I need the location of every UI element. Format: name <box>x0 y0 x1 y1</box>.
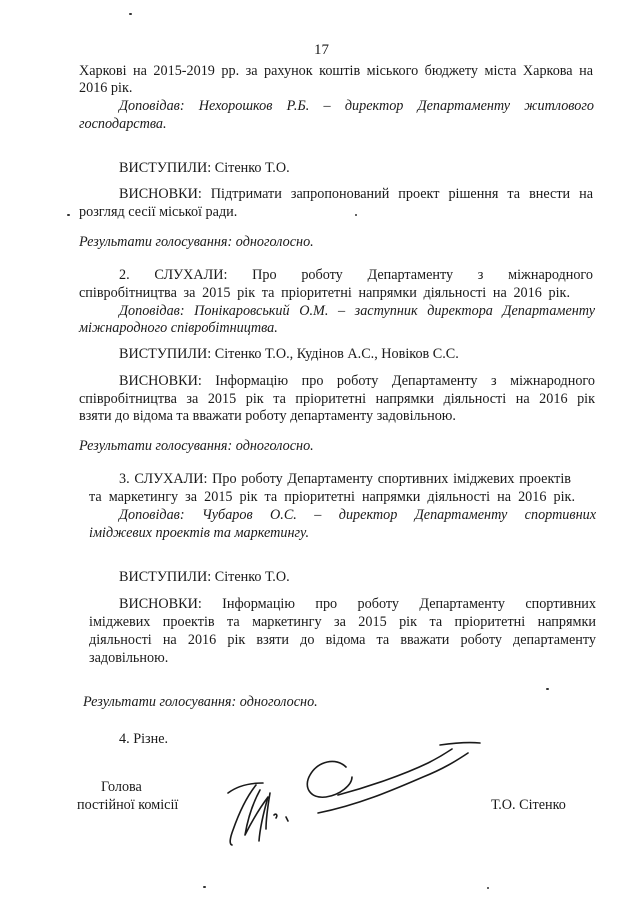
block3-spoke: ВИСТУПИЛИ: Сітенко Т.О. <box>119 569 290 585</box>
intro-line-2: 2016 рік. <box>79 80 133 96</box>
block3-heard-line-2: та маркетингу за 2015 рік та пріоритетні напрямки діяльності на 2016 рік. <box>89 489 575 505</box>
scan-speck <box>546 688 549 690</box>
chair-title-line-2: постійної комісії <box>77 797 179 813</box>
block2-spoke: ВИСТУПИЛИ: Сітенко Т.О., Кудінов А.С., Новіков С.С. <box>119 346 459 362</box>
scan-speck <box>129 13 132 15</box>
block3-conclusion-line-3: діяльності на 2016 рік взяти до відома та вважати роботу департаменту <box>89 632 596 648</box>
block2-speaker-line-1: Доповідав: Понікаровський О.М. – заступник директора Департаменту <box>119 303 595 319</box>
block2-conclusion-line-3: взяти до відома та вважати роботу департаменту задовільною. <box>79 408 456 424</box>
block1-conclusion-line-2: розгляд сесії міської ради. <box>79 204 238 220</box>
block3-speaker-line-2: іміджевих проектів та маркетингу. <box>89 525 309 541</box>
handwritten-signature <box>218 735 518 855</box>
block1-conclusion-line-1: ВИСНОВКИ: Підтримати запропонований проект рішення та внести на <box>119 186 593 202</box>
block3-vote: Результати голосування: одноголосно. <box>83 694 318 710</box>
block2-vote: Результати голосування: одноголосно. <box>79 438 314 454</box>
scan-speck <box>487 887 489 889</box>
block3-conclusion-line-4: задовільною. <box>89 650 169 666</box>
block1-vote: Результати голосування: одноголосно. <box>79 234 314 250</box>
block3-speaker-line-1: Доповідав: Чубаров О.С. – директор Департаменту спортивних <box>119 507 596 523</box>
scan-speck <box>355 214 357 216</box>
block3-heard-line-1: 3. СЛУХАЛИ: Про роботу Департаменту спортивних іміджевих проектів <box>119 471 571 487</box>
block1-spoke: ВИСТУПИЛИ: Сітенко Т.О. <box>119 160 290 176</box>
block2-conclusion-line-2: співробітництва за 2015 рік та пріоритетні напрямки діяльності на 2016 рік <box>79 391 595 407</box>
block2-speaker-line-2: міжнародного співробітництва. <box>79 320 278 336</box>
signatory-name: Т.О. Сітенко <box>491 797 566 813</box>
intro-line-1: Харкові на 2015-2019 рр. за рахунок коштів міського бюджету міста Харкова на <box>79 63 593 79</box>
block2-conclusion-line-1: ВИСНОВКИ: Інформацію про роботу Департаменту з міжнародного <box>119 373 595 389</box>
block3-conclusion-line-1: ВИСНОВКИ: Інформацію про роботу Департаменту спортивних <box>119 596 596 612</box>
block3-conclusion-line-2: іміджевих проектів та маркетингу за 2015 рік та пріоритетні напрямки <box>89 614 596 630</box>
block2-heard-line-2: співробітництва за 2015 рік та пріоритетні напрямки діяльності на 2016 рік. <box>79 285 570 301</box>
block2-heard-line-1: 2. СЛУХАЛИ: Про роботу Департаменту з міжнародного <box>119 267 593 283</box>
intro-speaker-line-2: господарства. <box>79 116 167 132</box>
scan-speck <box>67 214 70 216</box>
intro-speaker-line-1: Доповідав: Нехорошков Р.Б. – директор Департаменту житлового <box>119 98 594 114</box>
chair-title-line-1: Голова <box>101 779 142 795</box>
item-4-other: 4. Різне. <box>119 731 169 747</box>
scan-speck <box>203 886 206 888</box>
page-number: 17 <box>314 42 329 58</box>
